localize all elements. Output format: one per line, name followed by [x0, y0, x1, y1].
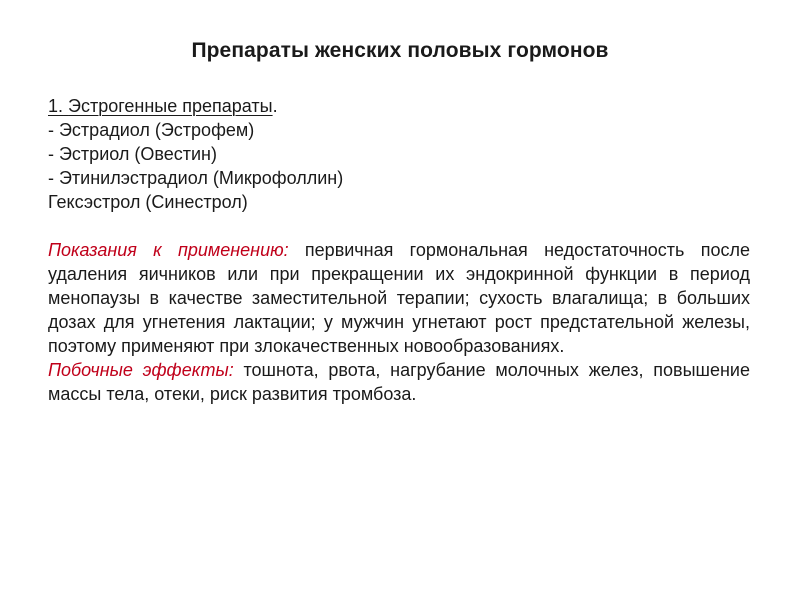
drug-item: - Эстриол (Овестин)	[48, 144, 217, 164]
estrogen-heading-text: Эстрогенные препараты	[68, 96, 273, 116]
estrogen-heading	[48, 94, 750, 118]
slide-content	[48, 94, 750, 406]
estrogen-heading-underlined	[48, 96, 273, 116]
side-effects-paragraph	[48, 358, 750, 406]
drug-item: - Этинилэстрадиол (Микрофоллин)	[48, 168, 344, 188]
drug-item: Гексэстрол (Синестрол)	[48, 192, 248, 212]
estrogen-heading-number: 1.	[48, 96, 64, 116]
slide-title: Препараты женских половых гормонов	[191, 39, 609, 62]
side-effects-text: тошнота, рвота, нагрубание молочных желез, повышение массы тела, отеки, риск развития тромбоза.	[48, 360, 750, 404]
indications-paragraph	[48, 238, 750, 358]
indications-text: первичная гормональная недостаточность после удаления яичников или при прекращении их эндокринной функции в период менопаузы в качестве заместительной терапии; сухость влагалища; в больших дозах для угнетения лактации; у мужчин угнетают рост предстательной железы, поэтому применяют при злокачественных новообразованиях.	[48, 240, 750, 356]
indications-label: Показания к применению:	[48, 240, 289, 260]
side-effects-label: Побочные эффекты:	[48, 360, 234, 380]
drug-item: - Эстрадиол (Эстрофем)	[48, 120, 255, 140]
spacer	[48, 214, 750, 238]
estrogen-heading-dot: .	[272, 96, 278, 116]
